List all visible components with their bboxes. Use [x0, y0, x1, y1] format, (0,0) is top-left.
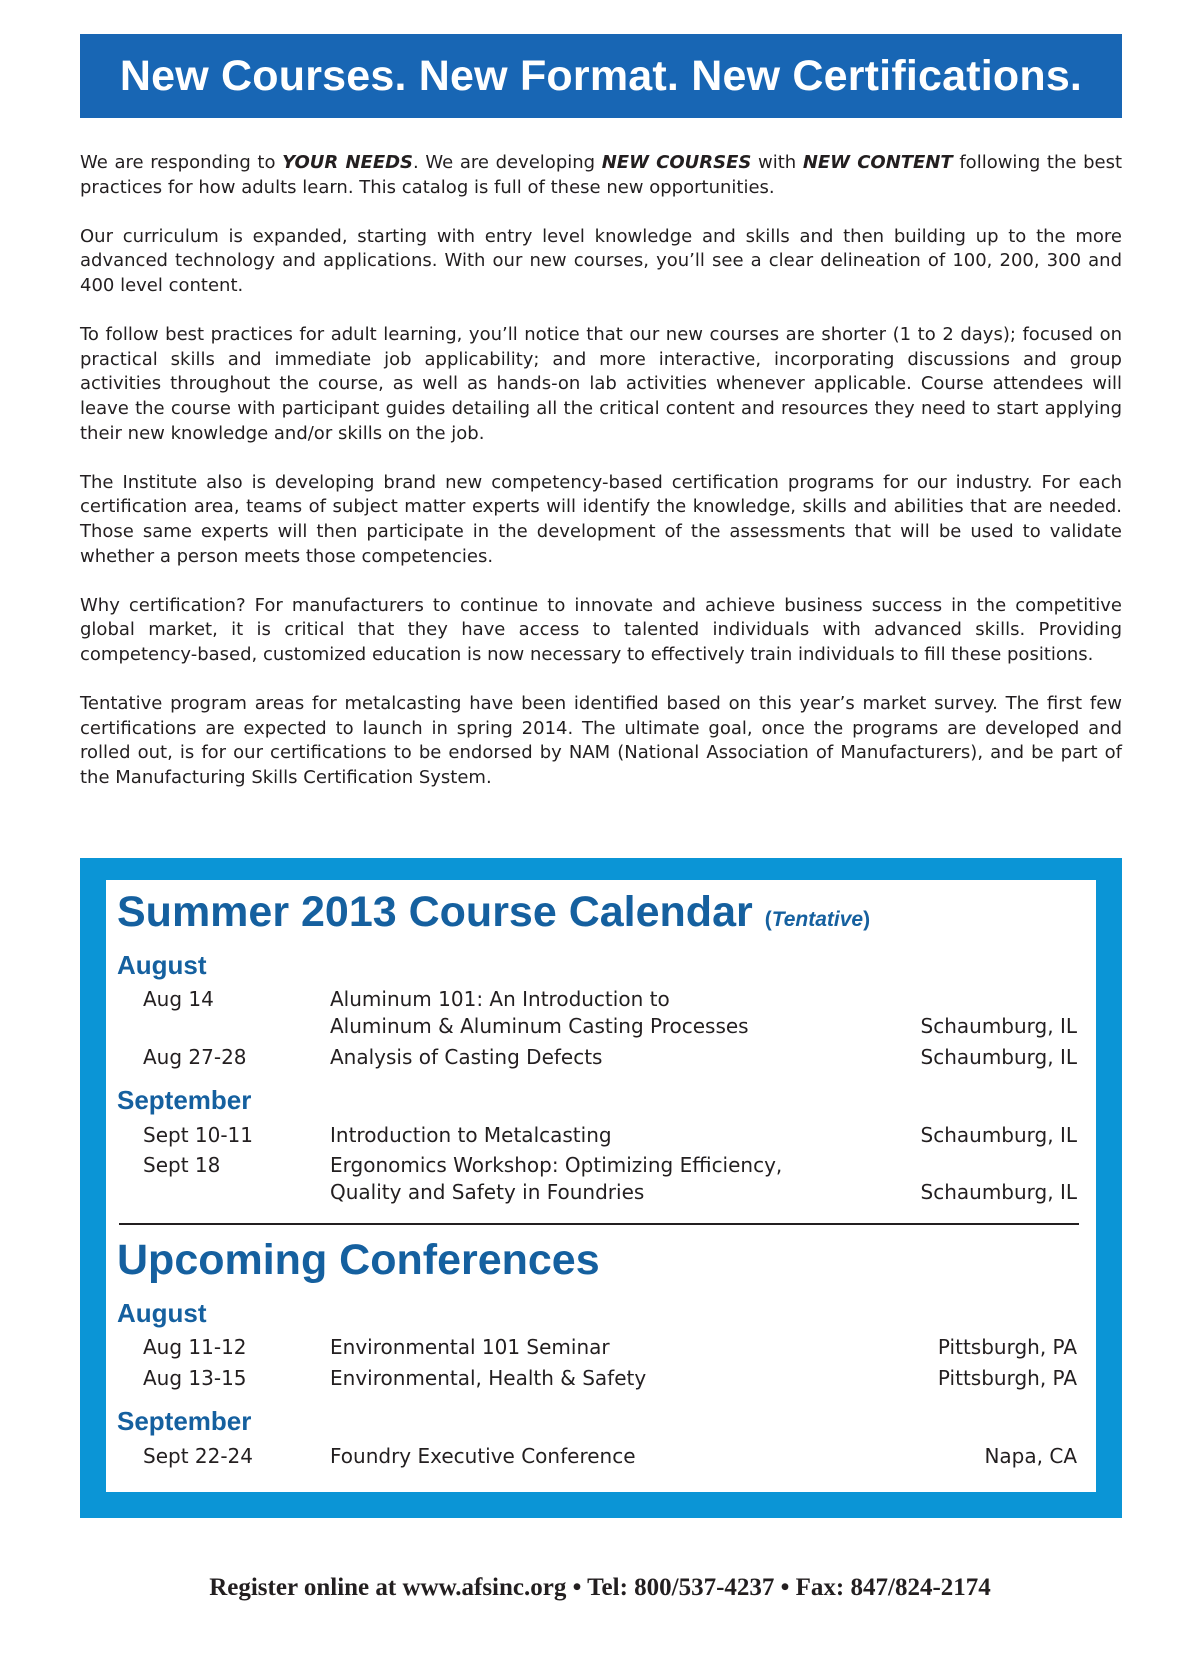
intro-text: [80, 151, 1122, 815]
course-title-line: Quality and Safety in Foundries: [330, 1180, 645, 1204]
tentative-note: [765, 908, 870, 931]
intro-paragraph-6: Tentative program areas for metalcasting have been identified based on this year’s market survey. The first few certifications are expected to launch in spring 2014. The ultimate goal, once the programs are developed and rolled out, is for our certifications to be endorsed by NAM (National Association of Manufacturers), and be part of the Manufacturing Skills Certification System.: [80, 693, 1122, 788]
course-title-line: Aluminum & Aluminum Casting Processes: [330, 1014, 749, 1038]
page-banner-title: New Courses. New Format. New Certifications.: [80, 34, 1122, 118]
course-title: Analysis of Casting Defects: [330, 1045, 603, 1069]
intro-paragraph-1: [80, 151, 1122, 200]
emphasis-your-needs: YOUR NEEDS: [282, 152, 414, 173]
course-date: Aug 14: [143, 987, 214, 1011]
calendar-month-august: August: [117, 950, 207, 980]
intro-paragraph-5: Why certification? For manufacturers to continue to innovate and achieve business success in the competitive global market, it is critical that they have access to talented individuals with advanced skills. Providing competency-based, customized education is now necessary to effectively train individuals to fill these positions.: [80, 594, 1122, 665]
course-title-line: Aluminum 101: An Introduction to: [330, 987, 670, 1011]
course-calendar-title: Summer 2013 Course Calendar: [117, 888, 753, 936]
tentative-word: Tentative: [771, 908, 864, 931]
course-location: Schaumburg, IL: [920, 1180, 1077, 1204]
conference-date: Aug 13-15: [143, 1366, 247, 1390]
intro-paragraph-4: The Institute also is developing brand new competency-based certification programs for our industry. For each certification area, teams of subject matter experts will identify the knowledge, skills and abilities that are needed. Those same experts will then participate in the development of the assessments that will be used to validate whether a person meets those competencies.: [80, 471, 1122, 567]
emphasis-new-content: NEW CONTENT: [802, 152, 953, 173]
course-location: Schaumburg, IL: [920, 1123, 1077, 1147]
course-location: Schaumburg, IL: [920, 1045, 1077, 1069]
course-title: [330, 986, 870, 1040]
footer-contact-line: Register online at www.afsinc.org • Tel: 800/537-4237 • Fax: 847/824-2174: [209, 1574, 991, 1601]
intro-text-run: following the best practices for how adults learn. This catalog is full of these new opportunities.: [80, 152, 1123, 198]
intro-text-run: with: [751, 152, 803, 173]
calendar-month-september: September: [117, 1085, 252, 1115]
conference-location: Pittsburgh, PA: [937, 1335, 1077, 1359]
course-location: Schaumburg, IL: [920, 1014, 1077, 1038]
section-divider: [119, 1223, 1079, 1225]
course-date: Aug 27-28: [143, 1045, 247, 1069]
intro-paragraph-2: Our curriculum is expanded, starting with entry level knowledge and skills and then building up to the more advanced technology and applications. With our new courses, you’ll see a clear delineation of 100, 200, 300 and 400 level content.: [80, 225, 1122, 296]
tentative-open-paren: (: [764, 908, 772, 931]
course-calendar-heading: [117, 888, 870, 937]
intro-text-run: We are responding to: [80, 152, 283, 173]
conference-location: Pittsburgh, PA: [937, 1366, 1077, 1390]
course-title-line: Ergonomics Workshop: Optimizing Efficiency,: [330, 1153, 783, 1177]
course-date: Sept 18: [143, 1153, 221, 1177]
tentative-close-paren: ): [863, 908, 871, 931]
conferences-month-august: August: [117, 1298, 207, 1328]
intro-paragraph-3: To follow best practices for adult learning, you’ll notice that our new courses are shorter (1 to 2 days); focused on practical skills and immediate job applicability; and more interactive, incorporating discussions and group activities throughout the course, as well as hands-on lab activities whenever applicable. Course attendees will leave the course with participant guides detailing all the critical content and resources they need to start applying their new knowledge and/or skills on the job.: [80, 324, 1122, 444]
course-title: Introduction to Metalcasting: [330, 1123, 612, 1147]
conference-title: Foundry Executive Conference: [330, 1444, 636, 1468]
conference-title: Environmental, Health & Safety: [330, 1366, 647, 1390]
course-title: [330, 1152, 870, 1206]
course-date: Sept 10-11: [143, 1123, 254, 1147]
conference-location: Napa, CA: [984, 1444, 1077, 1468]
conference-date: Sept 22-24: [143, 1444, 254, 1468]
conferences-heading: Upcoming Conferences: [117, 1236, 600, 1284]
conference-date: Aug 11-12: [143, 1335, 247, 1359]
intro-text-run: . We are developing: [413, 152, 602, 173]
emphasis-new-courses: NEW COURSES: [601, 152, 752, 173]
conferences-month-september: September: [117, 1406, 252, 1436]
conference-title: Environmental 101 Seminar: [330, 1335, 610, 1359]
